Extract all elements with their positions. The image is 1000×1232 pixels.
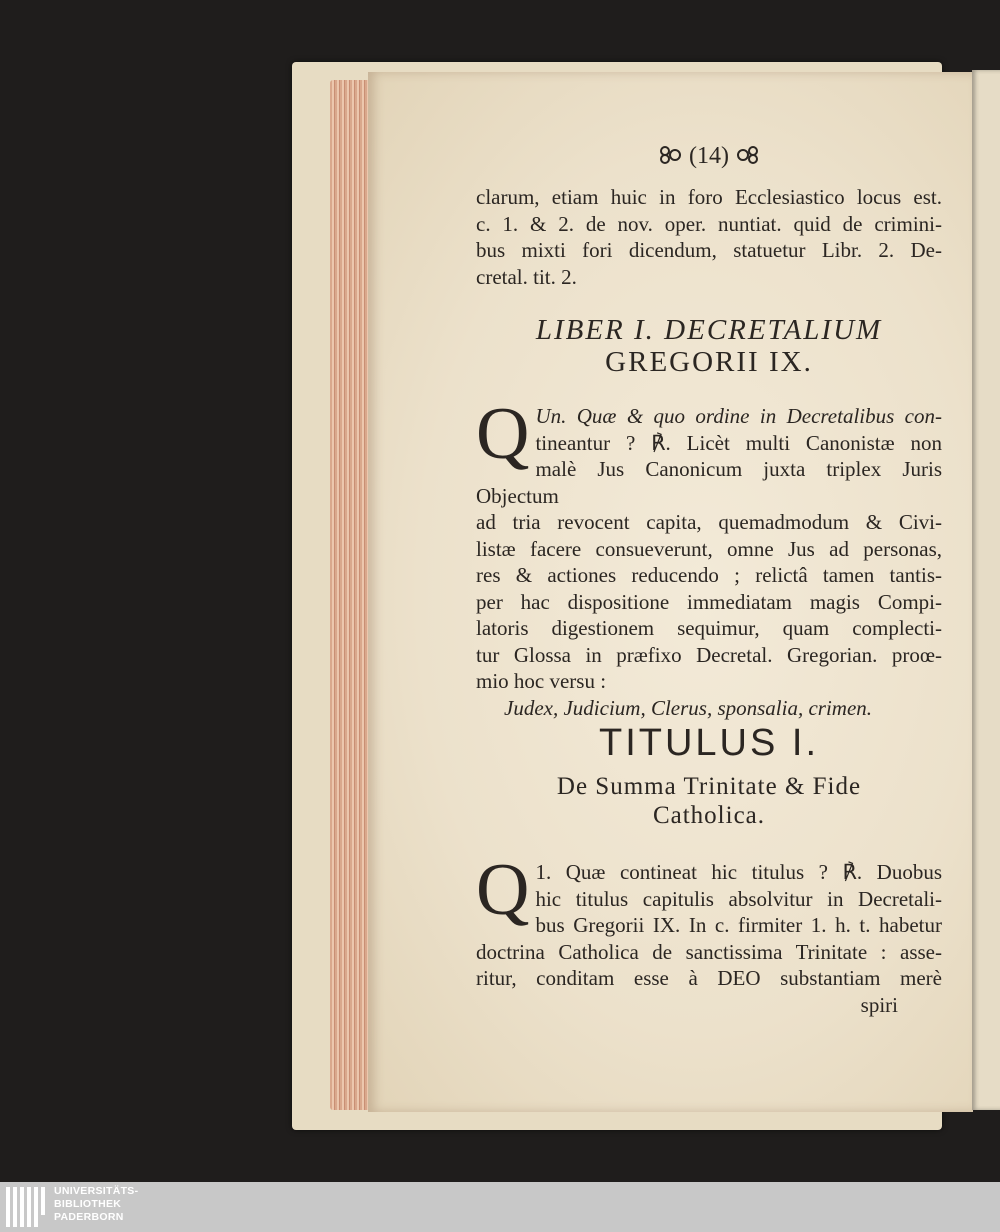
titulus-subtitle-line1: De Summa Trinitate & Fide [556, 773, 862, 800]
logo-line: PADERBORN [54, 1211, 124, 1223]
text-line: doctrina Catholica de sanctissima Trinitate : asse- [476, 939, 942, 964]
fleuron-right-icon [735, 144, 761, 166]
text-line: res & actiones reducendo ; relictâ tamen tantis- [476, 563, 942, 587]
book-title-line1: LIBER I. DECRETALIUM [535, 314, 883, 346]
text-line: malè Jus Canonicum juxta triplex Juris Objectum [476, 457, 942, 508]
drop-initial: Q [476, 849, 530, 931]
logo-line: BIBLIOTHEK [54, 1198, 122, 1210]
text-line: 1. Quæ contineat hic titulus ? ℟. Duobus [535, 860, 942, 884]
catchword: spiri [860, 992, 898, 1017]
text-line: ad tria revocent capita, quemadmodum & Civi- [476, 510, 942, 534]
text-line: mio hoc versu : [476, 669, 607, 693]
drop-initial: Q [476, 393, 530, 475]
facing-page-edge [972, 70, 1000, 1110]
question-1-paragraph [476, 849, 942, 1018]
text-line: hic titulus capitulis absolvitur in Decretali- [535, 886, 942, 911]
text-line: bus mixti fori dicendum, statuetur Libr. 2. De- [476, 238, 942, 262]
book-title-line2: GREGORII IX. [605, 346, 813, 378]
text-line: tineantur ? ℟. Licèt multi Canonistæ non [535, 430, 942, 455]
text-line: ritur, conditam esse à DEO substantiam merè [476, 966, 942, 990]
verse-line: Judex, Judicium, Clerus, sponsalia, crimen. [504, 695, 873, 720]
text-line: cretal. tit. 2. [476, 264, 577, 289]
text-line: listæ facere consueverunt, omne Jus ad personas, [476, 536, 942, 561]
logo-line: UNIVERSITÄTS- [54, 1185, 139, 1197]
titulus-subtitle-line2: Catholica. [652, 802, 766, 829]
continued-paragraph [476, 184, 942, 290]
titulus-subtitle [476, 772, 942, 830]
page-number: (14) [689, 143, 729, 169]
text-line: c. 1. & 2. de nov. oper. nuntiat. quid de crimini- [476, 211, 942, 236]
text-line: Un. Quæ & quo ordine in Decretalibus con- [535, 404, 942, 428]
titulus-heading: TITULUS I. [598, 722, 820, 764]
text-line: per hac dispositione immediatam magis Compi- [476, 589, 942, 614]
text-line: tur Glossa in præfixo Decretal. Gregorian. proœ- [476, 642, 942, 667]
fleuron-left-icon [657, 144, 683, 166]
question-un-paragraph [476, 393, 942, 721]
book-title [476, 314, 942, 378]
library-logo-text [54, 1185, 138, 1224]
library-footer [0, 1182, 1000, 1232]
text-line: latoris digestionem sequimur, quam complecti- [476, 616, 942, 640]
page-header [476, 143, 942, 170]
text-line: clarum, etiam huic in foro Ecclesiastico locus est. [476, 185, 942, 209]
text-line: bus Gregorii IX. In c. firmiter 1. h. t. habetur [535, 913, 942, 937]
library-logo-icon [6, 1185, 46, 1229]
